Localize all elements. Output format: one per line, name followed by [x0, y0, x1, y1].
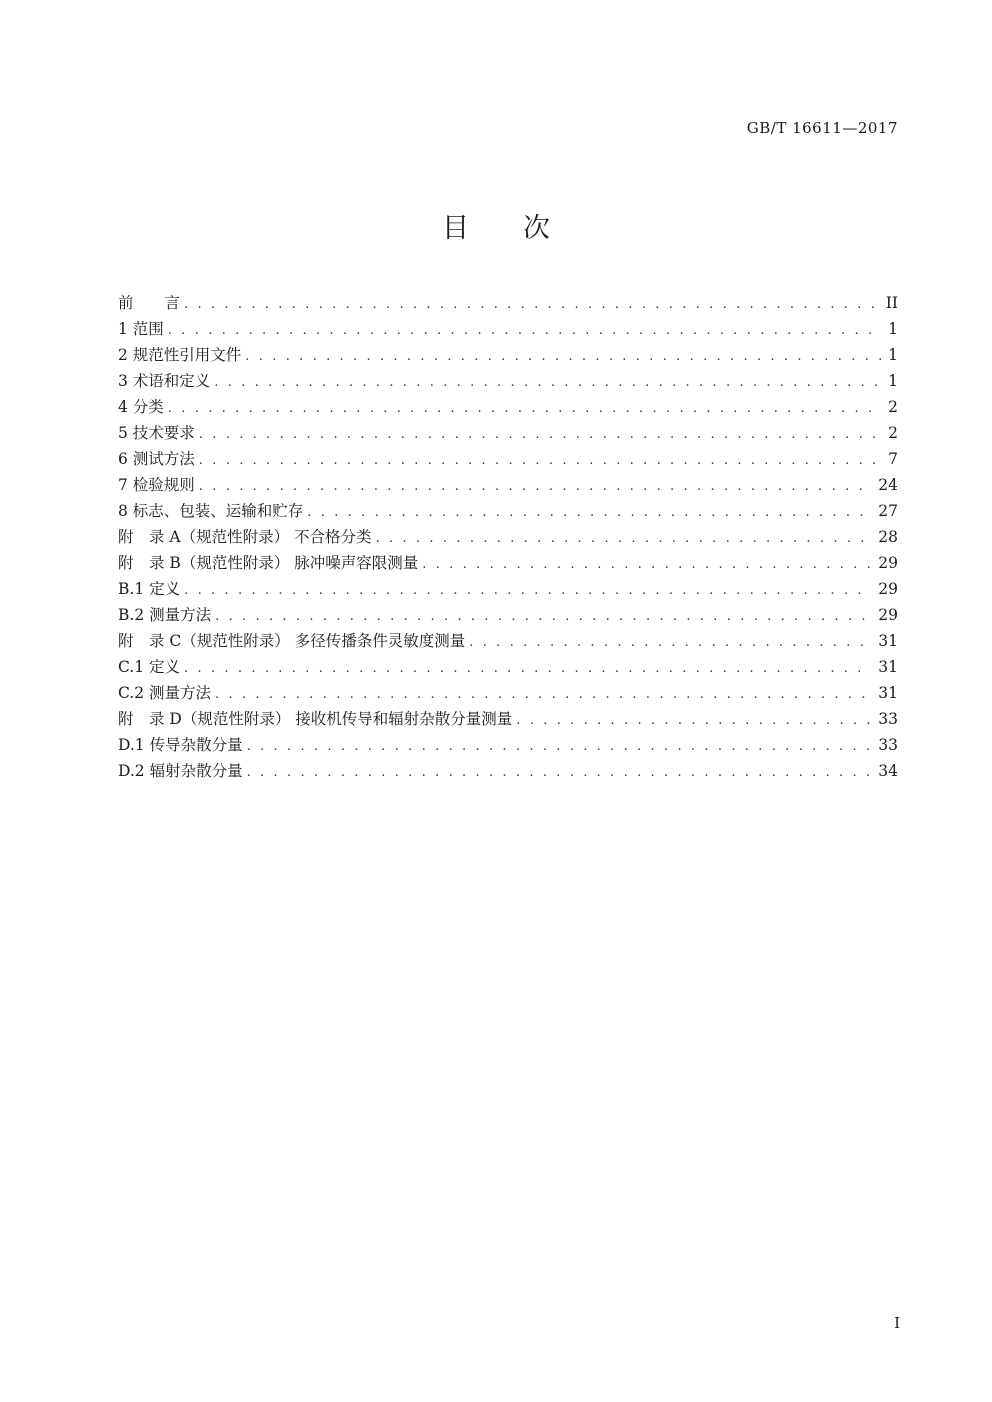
toc-leader: [247, 760, 873, 786]
toc-label: 前 言: [118, 294, 181, 312]
toc-leader: [184, 292, 880, 318]
toc-entry-marking-packaging[interactable]: [118, 498, 898, 524]
toc-leader: [168, 396, 882, 422]
toc-leader: [199, 422, 882, 448]
toc-entry-technical-requirements[interactable]: [118, 420, 898, 446]
toc-entry-scope[interactable]: [118, 316, 898, 342]
toc-entry-b2[interactable]: [118, 602, 898, 628]
toc-entry-inspection-rules[interactable]: [118, 472, 898, 498]
toc-label: 3 术语和定义: [118, 372, 211, 390]
toc-page-number: 7: [888, 450, 898, 468]
toc-label: 6 测试方法: [118, 450, 195, 468]
toc-entry-annex-c[interactable]: [118, 628, 898, 654]
toc-leader: [184, 578, 872, 604]
toc-page-number: 29: [878, 580, 898, 598]
toc-page-number: 1: [888, 346, 898, 364]
toc-leader: [199, 474, 872, 500]
toc-label: 7 检验规则: [118, 476, 195, 494]
toc-entry-test-methods[interactable]: [118, 446, 898, 472]
toc-entry-d2[interactable]: [118, 758, 898, 784]
toc-leader: [307, 500, 872, 526]
toc-entry-annex-b[interactable]: [118, 550, 898, 576]
toc-label: C.2 测量方法: [118, 684, 212, 702]
toc-leader: [245, 344, 882, 370]
toc-page-number: 31: [878, 632, 898, 650]
toc-leader: [215, 604, 872, 630]
page-title: 目次: [442, 213, 604, 244]
standard-code: GB/T 16611—2017: [746, 119, 898, 137]
toc-leader: [469, 630, 872, 656]
toc-leader: [516, 708, 872, 734]
toc-label: 附 录 D（规范性附录） 接收机传导和辐射杂散分量测量: [118, 710, 513, 728]
toc-page-number: 27: [878, 502, 898, 520]
toc-label: 附 录 A（规范性附录） 不合格分类: [118, 528, 372, 546]
page-number: I: [894, 1314, 900, 1332]
toc-label: B.2 测量方法: [118, 606, 212, 624]
toc-leader: [215, 682, 872, 708]
toc-page-number: 29: [878, 606, 898, 624]
toc-page-number: 24: [878, 476, 898, 494]
toc-page-number: 28: [878, 528, 898, 546]
toc-page-number: 34: [878, 762, 898, 780]
toc-label: B.1 定义: [118, 580, 181, 598]
toc-page-number: 1: [888, 320, 898, 338]
toc-label: 4 分类: [118, 398, 164, 416]
toc-entry-c2[interactable]: [118, 680, 898, 706]
toc-page-number: II: [885, 294, 898, 312]
toc-label: 1 范围: [118, 320, 164, 338]
toc-leader: [422, 552, 872, 578]
toc-page-number: 31: [878, 684, 898, 702]
toc-entry-d1[interactable]: [118, 732, 898, 758]
table-of-contents: [118, 290, 898, 784]
toc-page-number: 33: [878, 710, 898, 728]
toc-label: 2 规范性引用文件: [118, 346, 242, 364]
toc-entry-annex-d[interactable]: [118, 706, 898, 732]
toc-label: C.1 定义: [118, 658, 181, 676]
toc-page-number: 1: [888, 372, 898, 390]
toc-label: 附 录 B（规范性附录） 脉冲噪声容限测量: [118, 554, 419, 572]
toc-leader: [214, 370, 882, 396]
toc-page-number: 29: [878, 554, 898, 572]
toc-label: D.2 辐射杂散分量: [118, 762, 243, 780]
toc-entry-b1[interactable]: [118, 576, 898, 602]
toc-label: 5 技术要求: [118, 424, 195, 442]
toc-leader: [199, 448, 882, 474]
toc-leader: [247, 734, 873, 760]
toc-label: 附 录 C（规范性附录） 多径传播条件灵敏度测量: [118, 632, 466, 650]
toc-entry-foreword[interactable]: [118, 290, 898, 316]
toc-page-number: 2: [888, 424, 898, 442]
toc-label: D.1 传导杂散分量: [118, 736, 243, 754]
toc-entry-classification[interactable]: [118, 394, 898, 420]
toc-entry-normative-references[interactable]: [118, 342, 898, 368]
toc-page-number: 2: [888, 398, 898, 416]
toc-leader: [168, 318, 882, 344]
toc-entry-annex-a[interactable]: [118, 524, 898, 550]
toc-entry-c1[interactable]: [118, 654, 898, 680]
toc-leader: [376, 526, 873, 552]
toc-entry-terms-definitions[interactable]: [118, 368, 898, 394]
toc-leader: [184, 656, 872, 682]
toc-label: 8 标志、包装、运输和贮存: [118, 502, 304, 520]
toc-page-number: 31: [878, 658, 898, 676]
toc-page-number: 33: [878, 736, 898, 754]
